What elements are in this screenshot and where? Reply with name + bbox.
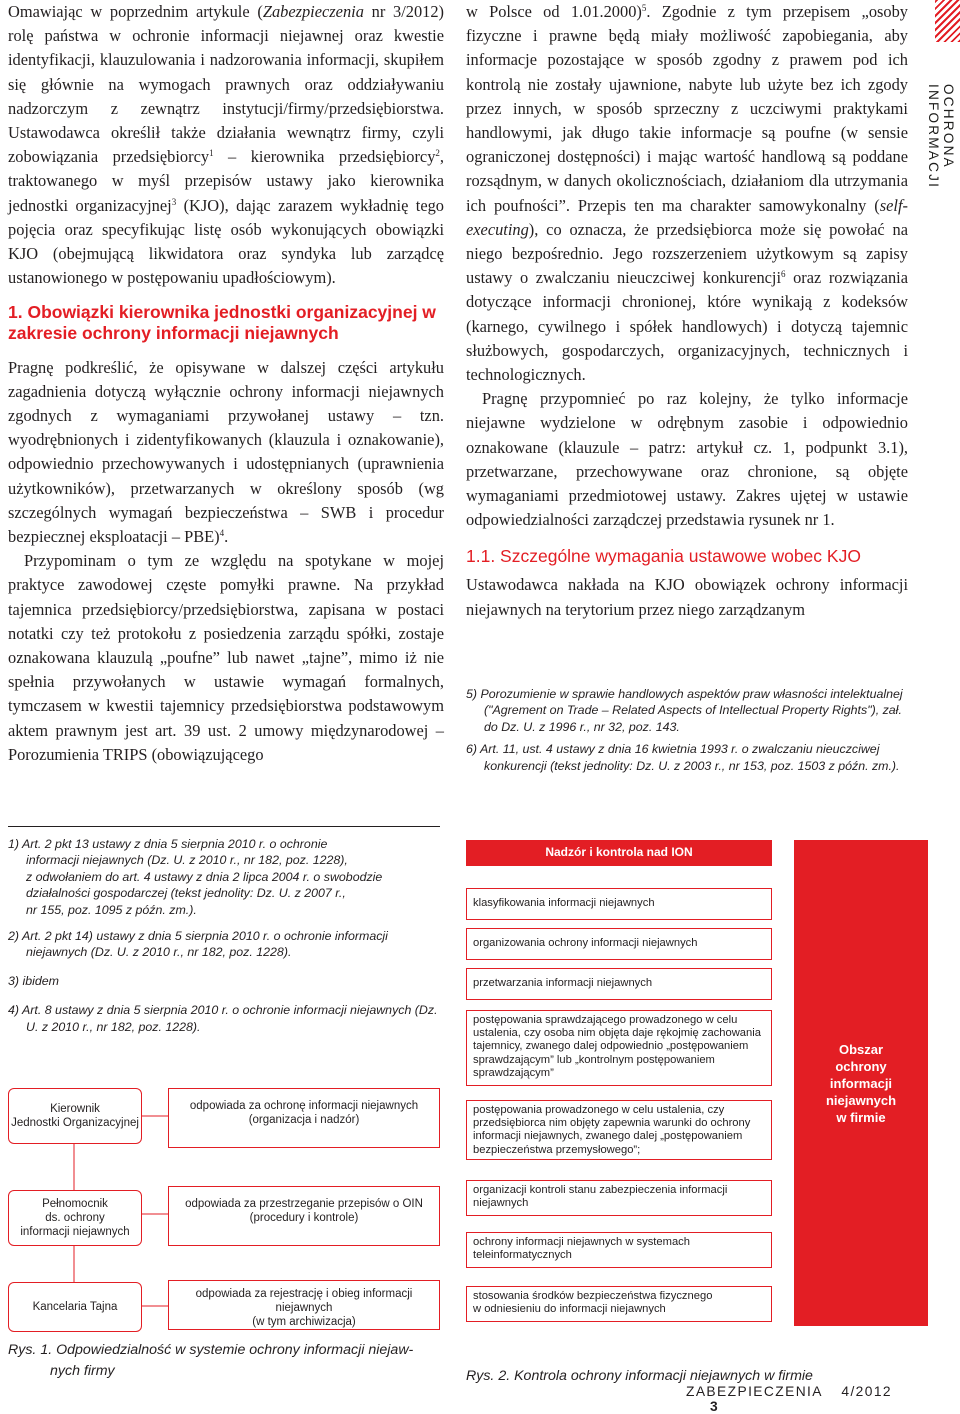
- footnote-4: 4) Art. 8 ustawy z dnia 5 sierpnia 2010 r. o ochronie informacji niejawnych (Dz. U. z 2010 r., nr 182, poz. 1228).: [8, 1003, 438, 1034]
- magazine-name: ZABEZPIECZENIA: [686, 1384, 823, 1399]
- diagram2-item-5: postępowania prowadzonego w celu ustalenia, czy przedsiębiorca nim objęty zapewnia warunki do ochrony informacji niejawnych, zwanego dalej „postępowaniem bezpieczeństwa przemysłowego”;: [466, 1100, 772, 1160]
- journal-name: Zabezpieczenia: [262, 2, 364, 21]
- intro-paragraph: Omawiając w poprzednim artykule (Zabezpieczenia nr 3/2012) rolę państwa w ochronie informacji niejawnej oraz kwestie identyfikacji, klauzulowania i nadzorowania informacji, skupiłem się głównie na wymogach prawnych oraz oddziaływaniu nadzorczym z zewnątrz instytucji/firmy/przedsiębiorstwa. Ustawodawca określił także działania wewnątrz firmy, czyli zobowiązania przedsiębiorcy$^1$ – kierownika przedsiębiorcy$^2$, traktowanego w myśl przepisów ustawy jako kierownika jednostki organizacyjnej$^3$ (KJO), dając zarazem wykładnię tego pojęcia oraz specyfikując listę osób wykonujących obowiązki KJO (obejmującą likwidatora oraz syndyka lub zarządcę ustanowionego w postępowaniu upadłościowym).: [8, 2, 444, 288]
- box-kancelaria-duty: odpowiada za rejestrację i obieg informacji niejawnych (w tym archiwizacja): [168, 1280, 440, 1330]
- box-kierownik-duty: odpowiada za ochronę informacji niejawnych (organizacja i nadzór): [168, 1088, 440, 1148]
- diagram2-item-8: stosowania środków bezpieczeństwa fizycznego w odniesieniu do informacji niejawnych: [466, 1286, 772, 1322]
- box-pelnomocnik: Pełnomocnik ds. ochrony informacji niejawnych: [8, 1190, 142, 1246]
- diagram2-item-2: organizowania ochrony informacji niejawnych: [466, 928, 772, 960]
- page-footer: [686, 1384, 922, 1414]
- diagram2-item-3: przetwarzania informacji niejawnych: [466, 968, 772, 1000]
- diagram2-item-1: klasyfikowania informacji niejawnych: [466, 888, 772, 920]
- paragraph-3: Przypominam o tym ze względu na spotykane w mojej praktyce zawodowej częste pomyłki prawne. Na przykład tajemnica przedsiębiorcy/przedsiębiorstwa, zapisana w postaci notatki czy też protokołu z posiedzenia zarządu spółki, zostaje oznakowana klauzulą „poufne” lub nawet „tajne”, mimo iż nie spełnia przywołanych w ustawie wymagań formalnych, tymczasem w kwestii tajemnicy przedsiębiorstwa podstawowym aktem prawnym jest art. 39 ust. 2 umowy międzynarodowej – Porozumienia TRIPS (obowiązującego: [8, 551, 444, 764]
- footnote-ref-4: 4: [219, 528, 225, 539]
- figure2-caption: Rys. 2. Kontrola ochrony informacji niejawnych w firmie: [466, 1368, 813, 1384]
- diagram2-header: Nadzór i kontrola nad ION: [466, 840, 772, 866]
- section-tag: OCHRONA INFORMACJI: [926, 84, 956, 190]
- page-number: 3: [710, 1399, 720, 1414]
- diagram2-item-6: organizacji kontroli stanu zabezpieczenia informacji niejawnych: [466, 1180, 772, 1216]
- paragraph-2: Pragnę podkreślić, że opisywane w dalszej części artykułu zagadnienia dotyczą wyłącznie ochrony informacji niejawnych zgodnych z wymaganiami przywołanej ustawy – tzn. wyodrębnionych i zidentyfikowanych (klauzula i oznakowanie), odpowiednio przechowywanych i udostępnianych (uprawnienia użytkowników), przetwarzanych w określony sposób (wg szczególnych wymagań bezpieczeństwa – SWB i procedur bezpiecznej eksploatacji – PBE)$^4$.: [8, 357, 444, 547]
- box-kierownik: Kierownik Jednostki Organizacyjnej: [8, 1088, 142, 1144]
- italic-term: self-executing: [466, 195, 908, 239]
- issue-number: 4/2012: [841, 1384, 892, 1399]
- footnote-6: 6) Art. 11, ust. 4 ustawy z dnia 16 kwietnia 1993 r. o zwalczaniu nieuczciwej konkurencji (tekst jednolity: Dz. U. z 2003 r., nr 153, poz. 1503 z późn. zm.).: [466, 742, 900, 773]
- diagram2-item-4: postępowania sprawdzającego prowadzonego w celu ustalenia, czy osoba nim objęta daje rękojmię zachowania tajemnicy, zwanego dalej odpowiednio „postępowaniem sprawdzającym” lub „kontrolnym postępowaniem sprawdzającym”: [466, 1010, 772, 1086]
- paragraph-4: w Polsce od 1.01.2000)$^5$. Zgodnie z tym przepisem „osoby fizyczne i prawne będą miały możliwość zapobiegania, aby informacje pozostające w sposób zgodny z prawem pod ich kontrolą nie zostały ujawnione, nabyte lub użyte bez ich zgody przez innych, w sposób sprzeczny z uczciwymi praktykami handlowymi, jak długo takie informacje są poufne (w sensie ograniczonej dostępności) i mając wartość handlową są poddane rozsądnym, w danych okolicznościach, działaniom dla utrzymania ich poufności”. Przepis ten ma charakter samowykonalny (self-executing), co oznacza, że przedsiębiorca może się powołać na niego bezpośrednio. Jego rozszerzeniem użytkowym są zapisy ustawy o zwalczaniu nieuczciwej konkurencji$^6$ oraz rozwiązania dotyczące informacji chronionej, które wynikają z kodeksów (karnego, cywilnego i spółek handlowych) i dotyczą tajemnic służbowych, gospodarczych, organizacyjnych, technicznych i technologicznych.: [466, 2, 908, 385]
- footnote-ref-6: 6: [781, 269, 786, 280]
- box-kancelaria: Kancelaria Tajna: [8, 1282, 142, 1332]
- diagram2-side-label: Obszar ochrony informacji niejawnych w firmie: [794, 840, 928, 1326]
- footnote-ref-3: 3: [171, 196, 177, 207]
- section-heading-1: 1. Obowiązki kierownika jednostki organizacyjnej w zakresie ochrony informacji niejawnych: [8, 302, 436, 344]
- diagram2-item-7: ochrony informacji niejawnych w systemach teleinformatycznych: [466, 1232, 772, 1268]
- footnote-5: 5) Porozumienie w sprawie handlowych aspektów praw własności intelektualnej ("Agrement on Trade – Related Aspects of Intellectual Property Rights"), zał. do Dz. U. z 1996 r., nr 32, poz. 143.: [466, 687, 903, 734]
- footnote-ref-5: 5: [641, 3, 647, 13]
- footnote-3: 3) ibidem: [8, 973, 59, 988]
- footnote-ref-1: 1: [209, 148, 214, 159]
- paragraph-5: Pragnę przypomnieć po raz kolejny, że tylko informacje niejawne wydzielone w odrębnym zasobie i odpowiednio oznakowane (klauzule – patrz: artykuł cz. 1, podpunkt 3.1), przetwarzane, przechowywane oraz chronione, są objęte wymaganiami przedmiotowej ustawy. Zakres ujętej w ustawie odpowiedzialności zarządczej przedstawia rysunek nr 1.: [466, 389, 908, 530]
- paragraph-6: Ustawodawca nakłada na KJO obowiązek ochrony informacji niejawnych na terytorium przez niego zarządzanym: [466, 575, 908, 619]
- footnote-1: 1) Art. 2 pkt 13 ustawy z dnia 5 sierpnia 2010 r. o ochronie informacji niejawnych (Dz. U. z 2010 r., nr 182, poz. 1228), z odwołaniem do art. 4 ustawy z dnia 2 lipca 2004 r. o swobodzie działalności gospodarczej (tekst jednolity: Dz. U. z 2007 r., nr 155, poz. 1095 z późn. zm.).: [8, 837, 383, 917]
- box-pelnomocnik-duty: odpowiada za przestrzeganie przepisów o OIN (procedury i kontrole): [168, 1186, 440, 1246]
- footnote-2: 2) Art. 2 pkt 14) ustawy z dnia 5 sierpnia 2010 r. o ochronie informacji niejawnych (Dz. U. z 2010 r., nr 182, poz. 1228).: [8, 929, 388, 960]
- figure1-caption: Rys. 1. Odpowiedzialność w systemie ochrony informacji niejaw- nych firmy: [8, 1342, 414, 1379]
- section-heading-1-1: 1.1. Szczególne wymagania ustawowe wobec KJO: [466, 546, 861, 567]
- footnote-ref-2: 2: [435, 148, 440, 159]
